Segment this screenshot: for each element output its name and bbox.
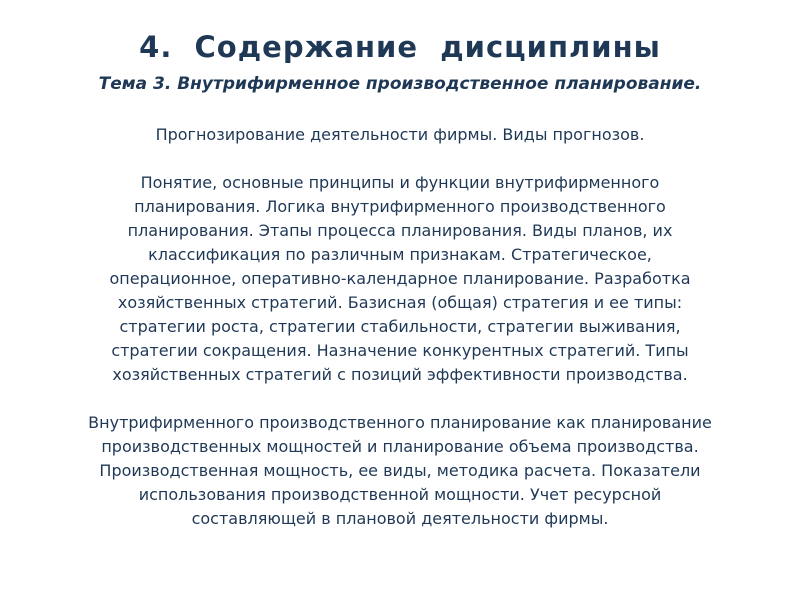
slide-title: 4. Содержание дисциплины: [139, 30, 661, 64]
paragraph-planning-concepts: [0, 171, 800, 387]
text-line: производственных мощностей и планирование объема производства.: [101, 437, 699, 456]
text-line: хозяйственных стратегий с позиций эффективности производства.: [112, 365, 688, 384]
text-line: использования производственной мощности. Учет ресурсной: [138, 485, 662, 504]
text-line: Прогнозирование деятельности фирмы. Виды прогнозов.: [155, 125, 645, 144]
text-line: планирования. Этапы процесса планирования. Виды планов, их: [127, 221, 673, 240]
text-line: классификация по различным признакам. Стратегическое,: [148, 245, 652, 264]
text-line: хозяйственных стратегий. Базисная (общая) стратегия и ее типы:: [117, 293, 683, 312]
text-line: планирования. Логика внутрифирменного производственного: [134, 197, 666, 216]
slide-body: [0, 123, 800, 531]
text-line: составляющей в плановой деятельности фирмы.: [191, 509, 609, 528]
paragraph-capacity-planning: [0, 411, 800, 531]
text-line: Производственная мощность, ее виды, методика расчета. Показатели: [99, 461, 701, 480]
text-line: Понятие, основные принципы и функции внутрифирменного: [140, 173, 660, 192]
paragraph-forecasting: [0, 123, 800, 147]
text-line: Внутрифирменного производственного планирование как планирование: [88, 413, 712, 432]
text-line: стратегии сокращения. Назначение конкурентных стратегий. Типы: [111, 341, 689, 360]
text-line: стратегии роста, стратегии стабильности, стратегии выживания,: [119, 317, 681, 336]
slide-subtitle: Тема 3. Внутрифирменное производственное планирование.: [98, 74, 702, 94]
text-line: операционное, оперативно-календарное планирование. Разработка: [109, 269, 691, 288]
